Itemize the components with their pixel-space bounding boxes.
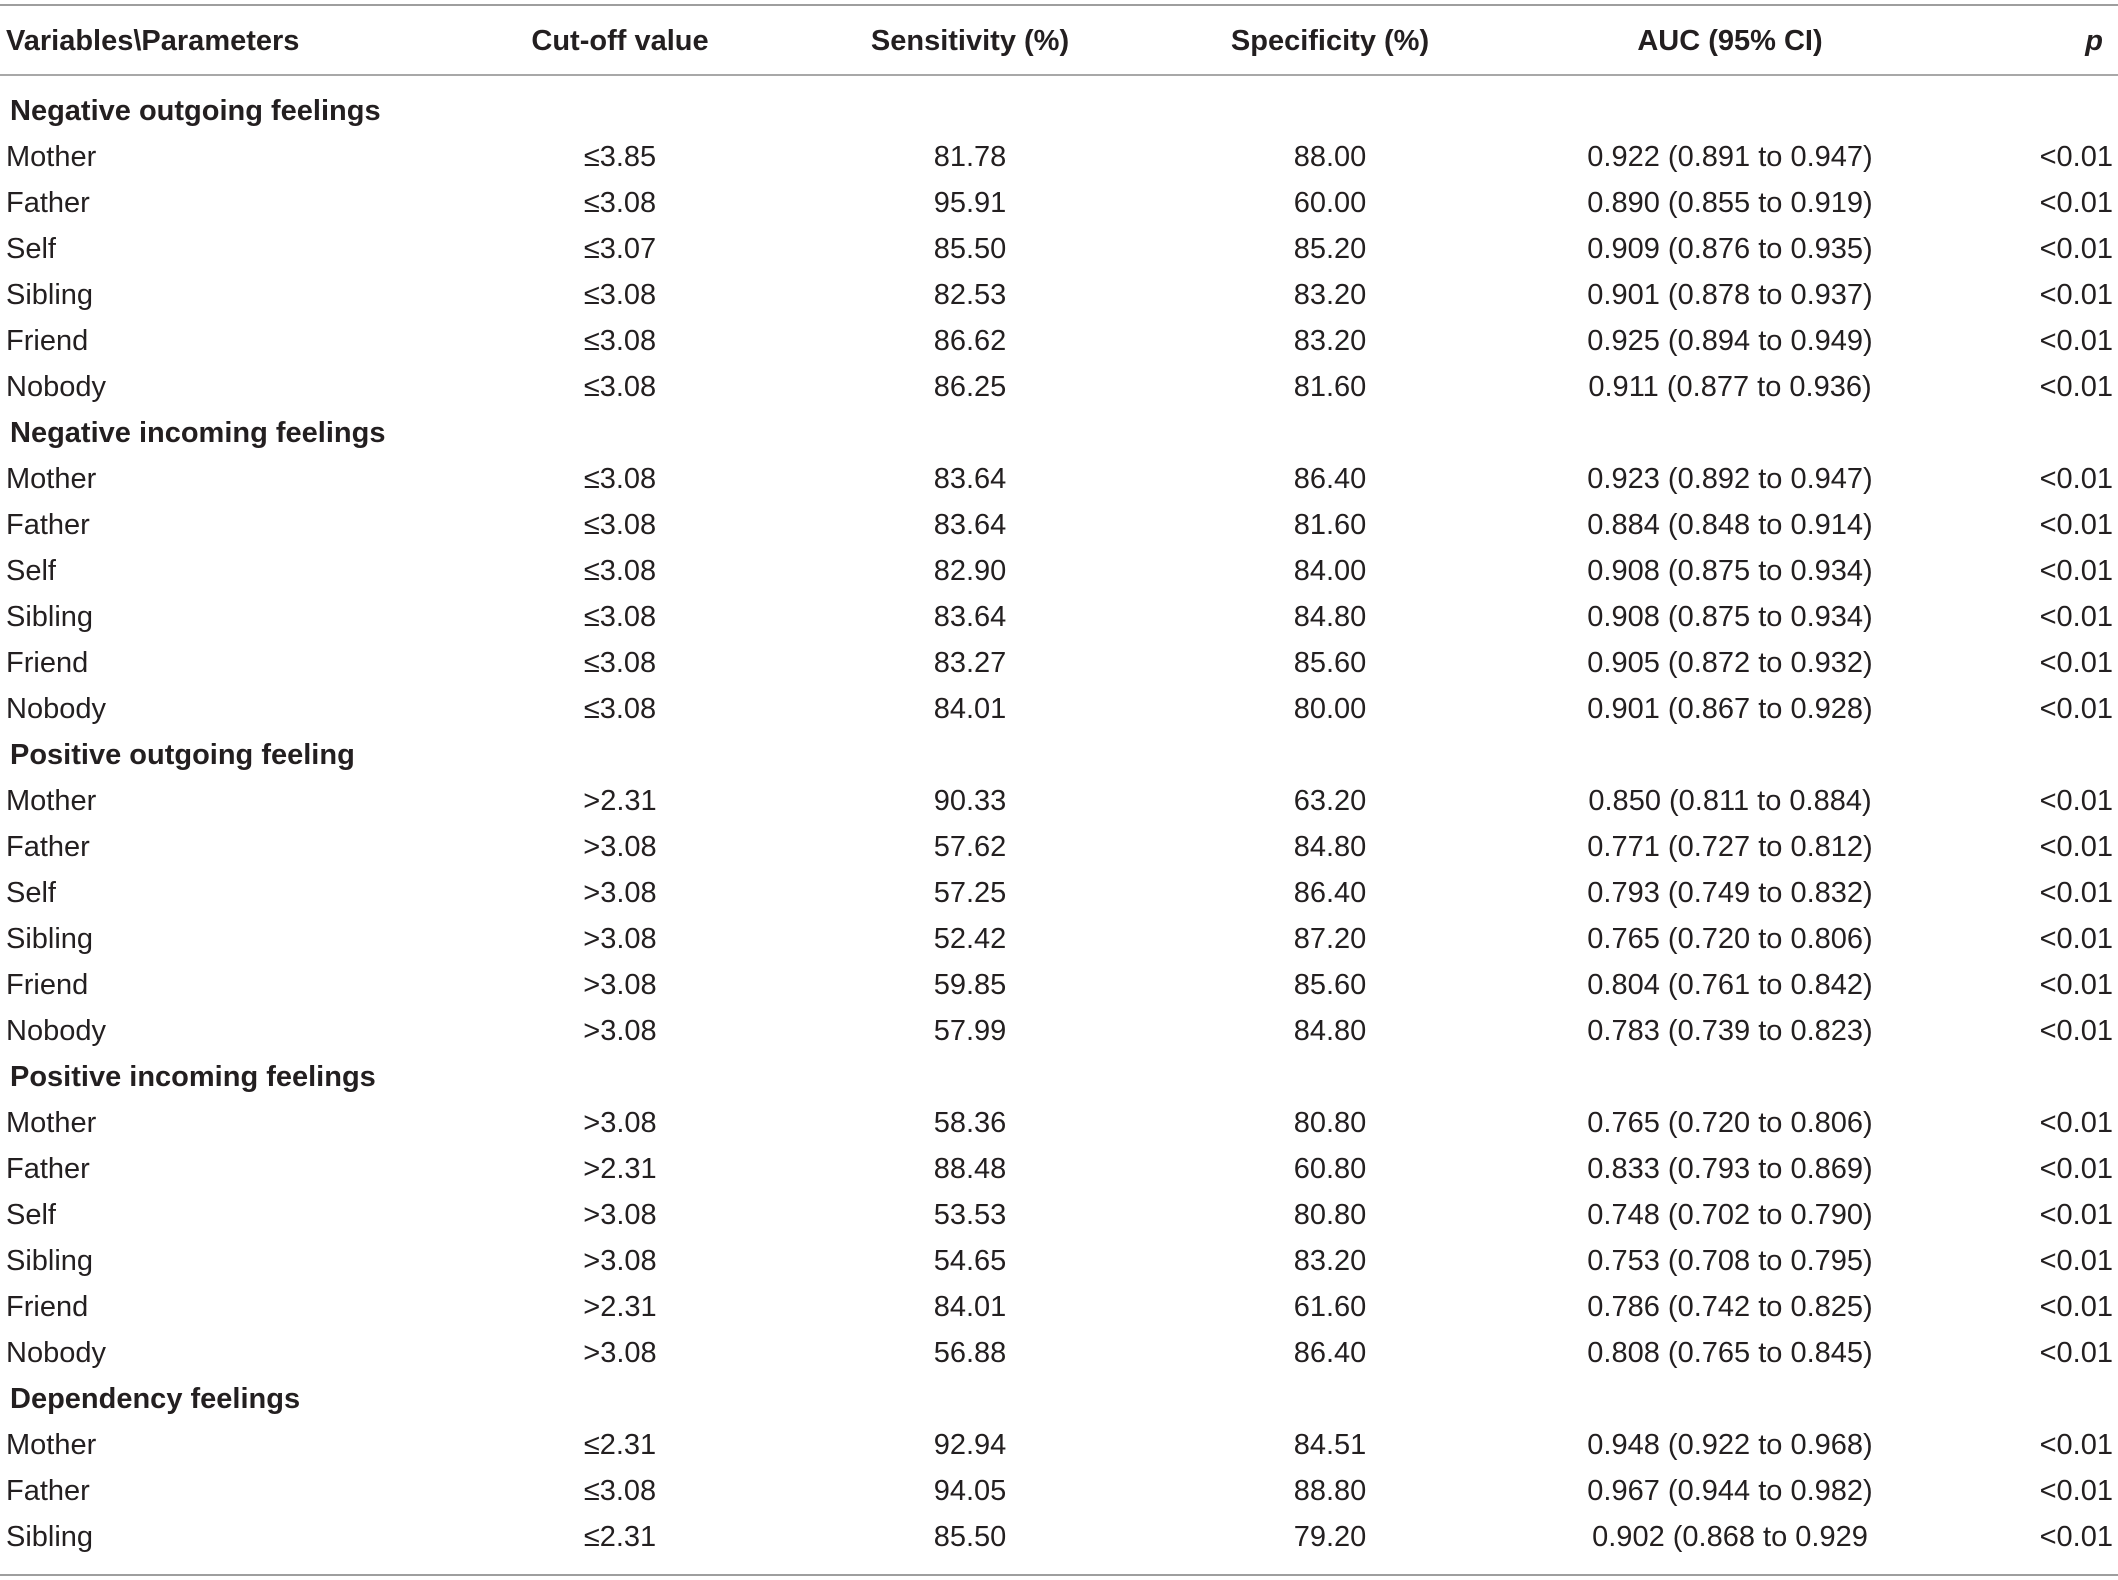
table-row [0,134,2118,180]
cell-specificity: 84.80 [1293,601,1367,633]
table-row [0,1146,2118,1192]
table-row [0,1468,2118,1514]
cell-specificity: 60.00 [1293,187,1367,219]
cell-specificity: 87.20 [1293,923,1367,955]
cell-auc: 0.753 (0.708 to 0.795) [1587,1245,1873,1277]
cell-sensitivity: 84.01 [933,693,1007,725]
table-header-rule [0,74,2118,76]
cell-sensitivity: 57.99 [933,1015,1007,1047]
table-row [0,916,2118,962]
cell-sensitivity: 86.25 [933,371,1007,403]
cell-p: <0.01 [2039,1475,2113,1507]
cell-cutoff: ≤2.31 [583,1429,657,1461]
cell-p: <0.01 [2039,693,2113,725]
cell-cutoff: >2.31 [583,1153,657,1185]
table-row [0,364,2118,410]
cell-cutoff: ≤3.08 [583,371,657,403]
section-title: Negative outgoing feelings [10,95,381,127]
cell-variable: Father [6,1475,90,1507]
cell-cutoff: >3.08 [583,1337,657,1369]
cell-p: <0.01 [2039,463,2113,495]
cell-p: <0.01 [2039,371,2113,403]
cell-sensitivity: 53.53 [933,1199,1007,1231]
cell-specificity: 86.40 [1293,1337,1367,1369]
cell-specificity: 80.00 [1293,693,1367,725]
cell-sensitivity: 84.01 [933,1291,1007,1323]
cell-specificity: 84.51 [1293,1429,1367,1461]
cell-specificity: 79.20 [1293,1521,1367,1553]
cell-cutoff: ≤3.08 [583,325,657,357]
cell-p: <0.01 [2039,647,2113,679]
cell-auc: 0.808 (0.765 to 0.845) [1587,1337,1873,1369]
cell-variable: Mother [6,1429,97,1461]
cell-specificity: 60.80 [1293,1153,1367,1185]
table-row [0,226,2118,272]
cell-variable: Self [6,555,56,587]
cell-cutoff: ≤3.08 [583,693,657,725]
cell-auc: 0.884 (0.848 to 0.914) [1587,509,1873,541]
section-title: Positive outgoing feeling [10,739,355,771]
cell-variable: Self [6,1199,56,1231]
cell-sensitivity: 59.85 [933,969,1007,1001]
section-header-row [0,1376,2118,1422]
cell-sensitivity: 90.33 [933,785,1007,817]
header-specificity: Specificity (%) [1230,25,1430,57]
cell-sensitivity: 54.65 [933,1245,1007,1277]
cell-auc: 0.786 (0.742 to 0.825) [1587,1291,1873,1323]
table-bottom-rule [0,1574,2118,1576]
cell-cutoff: ≤2.31 [583,1521,657,1553]
table-row [0,870,2118,916]
cell-cutoff: ≤3.08 [583,647,657,679]
cell-p: <0.01 [2039,877,2113,909]
section-header-row [0,1054,2118,1100]
cell-specificity: 83.20 [1293,279,1367,311]
cell-specificity: 81.60 [1293,509,1367,541]
cell-cutoff: >3.08 [583,1015,657,1047]
cell-p: <0.01 [2039,555,2113,587]
table-row [0,1192,2118,1238]
cell-sensitivity: 82.53 [933,279,1007,311]
cell-variable: Self [6,233,56,265]
cell-specificity: 63.20 [1293,785,1367,817]
cell-specificity: 83.20 [1293,1245,1367,1277]
cell-auc: 0.804 (0.761 to 0.842) [1587,969,1873,1001]
cell-cutoff: ≤3.85 [583,141,657,173]
cell-p: <0.01 [2039,1245,2113,1277]
section-title: Dependency feelings [10,1383,301,1415]
cell-sensitivity: 82.90 [933,555,1007,587]
cell-cutoff: >3.08 [583,969,657,1001]
cell-sensitivity: 83.64 [933,509,1007,541]
cell-sensitivity: 88.48 [933,1153,1007,1185]
section-header-row [0,410,2118,456]
cell-sensitivity: 81.78 [933,141,1007,173]
cell-sensitivity: 83.27 [933,647,1007,679]
cell-auc: 0.908 (0.875 to 0.934) [1587,601,1873,633]
table-row [0,180,2118,226]
cell-variable: Nobody [6,693,106,725]
section-header-row [0,732,2118,778]
table-row [0,1238,2118,1284]
cell-specificity: 85.60 [1293,969,1367,1001]
cell-cutoff: ≤3.08 [583,601,657,633]
cell-specificity: 84.00 [1293,555,1367,587]
table-row [0,1514,2118,1560]
table-row [0,1100,2118,1146]
cell-auc: 0.948 (0.922 to 0.968) [1587,1429,1873,1461]
cell-specificity: 81.60 [1293,371,1367,403]
cell-sensitivity: 85.50 [933,233,1007,265]
cell-p: <0.01 [2039,509,2113,541]
table-row [0,1422,2118,1468]
cell-p: <0.01 [2039,233,2113,265]
table-row [0,1008,2118,1054]
cell-variable: Nobody [6,371,106,403]
cell-p: <0.01 [2039,1107,2113,1139]
header-sensitivity: Sensitivity (%) [870,25,1070,57]
table-row [0,594,2118,640]
cell-cutoff: >3.08 [583,1199,657,1231]
cell-cutoff: >3.08 [583,1245,657,1277]
cell-variable: Sibling [6,1521,94,1553]
cell-p: <0.01 [2039,923,2113,955]
cell-auc: 0.922 (0.891 to 0.947) [1587,141,1873,173]
cell-p: <0.01 [2039,601,2113,633]
cell-cutoff: >3.08 [583,1107,657,1139]
cell-p: <0.01 [2039,1291,2113,1323]
cell-p: <0.01 [2039,831,2113,863]
cell-variable: Mother [6,141,97,173]
cell-variable: Mother [6,785,97,817]
cell-cutoff: >3.08 [583,831,657,863]
cell-auc: 0.850 (0.811 to 0.884) [1588,785,1872,817]
table-top-rule [0,4,2118,6]
cell-auc: 0.765 (0.720 to 0.806) [1587,923,1873,955]
table-row [0,640,2118,686]
cell-sensitivity: 85.50 [933,1521,1007,1553]
cell-auc: 0.771 (0.727 to 0.812) [1587,831,1873,863]
table-row [0,456,2118,502]
cell-p: <0.01 [2039,325,2113,357]
cell-variable: Father [6,509,90,541]
cell-auc: 0.902 (0.868 to 0.929 [1592,1521,1868,1553]
cell-p: <0.01 [2039,279,2113,311]
cell-p: <0.01 [2039,141,2113,173]
cell-specificity: 61.60 [1293,1291,1367,1323]
table-row [0,778,2118,824]
cell-variable: Friend [6,325,89,357]
cell-p: <0.01 [2039,1429,2113,1461]
cell-variable: Nobody [6,1337,106,1369]
table-row [0,272,2118,318]
cell-specificity: 88.80 [1293,1475,1367,1507]
cell-auc: 0.890 (0.855 to 0.919) [1587,187,1873,219]
cell-variable: Mother [6,463,97,495]
cell-p: <0.01 [2039,785,2113,817]
cell-cutoff: ≤3.08 [583,463,657,495]
cell-auc: 0.911 (0.877 to 0.936) [1588,371,1872,403]
cell-sensitivity: 52.42 [933,923,1007,955]
cell-p: <0.01 [2039,187,2113,219]
table-row [0,1330,2118,1376]
cell-sensitivity: 86.62 [933,325,1007,357]
cell-sensitivity: 58.36 [933,1107,1007,1139]
cell-sensitivity: 94.05 [933,1475,1007,1507]
cell-specificity: 85.60 [1293,647,1367,679]
table-row [0,962,2118,1008]
cell-p: <0.01 [2039,1153,2113,1185]
cell-variable: Friend [6,969,89,1001]
cell-specificity: 85.20 [1293,233,1367,265]
cell-variable: Mother [6,1107,97,1139]
cell-auc: 0.765 (0.720 to 0.806) [1587,1107,1873,1139]
cell-variable: Father [6,831,90,863]
cell-sensitivity: 57.25 [933,877,1007,909]
cell-p: <0.01 [2039,1521,2113,1553]
cell-cutoff: ≤3.08 [583,555,657,587]
cell-auc: 0.925 (0.894 to 0.949) [1587,325,1873,357]
header-auc: AUC (95% CI) [1637,25,1823,57]
cell-p: <0.01 [2039,969,2113,1001]
cell-sensitivity: 83.64 [933,601,1007,633]
cell-variable: Friend [6,647,89,679]
cell-auc: 0.908 (0.875 to 0.934) [1587,555,1873,587]
cell-cutoff: ≤3.07 [583,233,657,265]
cell-p: <0.01 [2039,1337,2113,1369]
cell-specificity: 86.40 [1293,877,1367,909]
cell-cutoff: ≤3.08 [583,279,657,311]
cell-cutoff: >3.08 [583,877,657,909]
cell-auc: 0.901 (0.867 to 0.928) [1587,693,1873,725]
table-row [0,686,2118,732]
table-row [0,502,2118,548]
table-row [0,1284,2118,1330]
cell-sensitivity: 56.88 [933,1337,1007,1369]
cell-auc: 0.923 (0.892 to 0.947) [1587,463,1873,495]
cell-auc: 0.793 (0.749 to 0.832) [1587,877,1873,909]
cell-specificity: 84.80 [1293,1015,1367,1047]
table-row [0,824,2118,870]
cell-sensitivity: 83.64 [933,463,1007,495]
cell-variable: Sibling [6,279,94,311]
cell-auc: 0.748 (0.702 to 0.790) [1587,1199,1873,1231]
cell-sensitivity: 57.62 [933,831,1007,863]
section-header-row [0,88,2118,134]
cell-specificity: 80.80 [1293,1199,1367,1231]
table-row [0,548,2118,594]
cell-auc: 0.833 (0.793 to 0.869) [1587,1153,1873,1185]
section-title: Negative incoming feelings [10,417,386,449]
cell-variable: Father [6,187,90,219]
cell-auc: 0.905 (0.872 to 0.932) [1587,647,1873,679]
header-cutoff: Cut-off value [531,25,709,57]
cell-cutoff: ≤3.08 [583,187,657,219]
cell-specificity: 86.40 [1293,463,1367,495]
cell-sensitivity: 95.91 [933,187,1007,219]
cell-auc: 0.909 (0.876 to 0.935) [1587,233,1873,265]
cell-variable: Sibling [6,1245,94,1277]
table-header-row [0,18,2118,64]
cell-variable: Sibling [6,601,94,633]
cell-variable: Sibling [6,923,94,955]
cell-cutoff: >2.31 [583,1291,657,1323]
cell-specificity: 84.80 [1293,831,1367,863]
cell-specificity: 83.20 [1293,325,1367,357]
header-variables: Variables\Parameters [6,25,300,57]
cell-variable: Nobody [6,1015,106,1047]
table-row [0,318,2118,364]
cell-auc: 0.901 (0.878 to 0.937) [1587,279,1873,311]
cell-cutoff: >3.08 [583,923,657,955]
cell-cutoff: >2.31 [583,785,657,817]
cell-variable: Self [6,877,56,909]
cell-sensitivity: 92.94 [933,1429,1007,1461]
cell-auc: 0.967 (0.944 to 0.982) [1587,1475,1873,1507]
header-p: p [2085,25,2103,57]
section-title: Positive incoming feelings [10,1061,376,1093]
cell-specificity: 88.00 [1293,141,1367,173]
cell-p: <0.01 [2039,1199,2113,1231]
cell-cutoff: ≤3.08 [583,1475,657,1507]
cell-p: <0.01 [2039,1015,2113,1047]
cell-auc: 0.783 (0.739 to 0.823) [1587,1015,1873,1047]
cell-variable: Father [6,1153,90,1185]
cell-variable: Friend [6,1291,89,1323]
cell-specificity: 80.80 [1293,1107,1367,1139]
cell-cutoff: ≤3.08 [583,509,657,541]
